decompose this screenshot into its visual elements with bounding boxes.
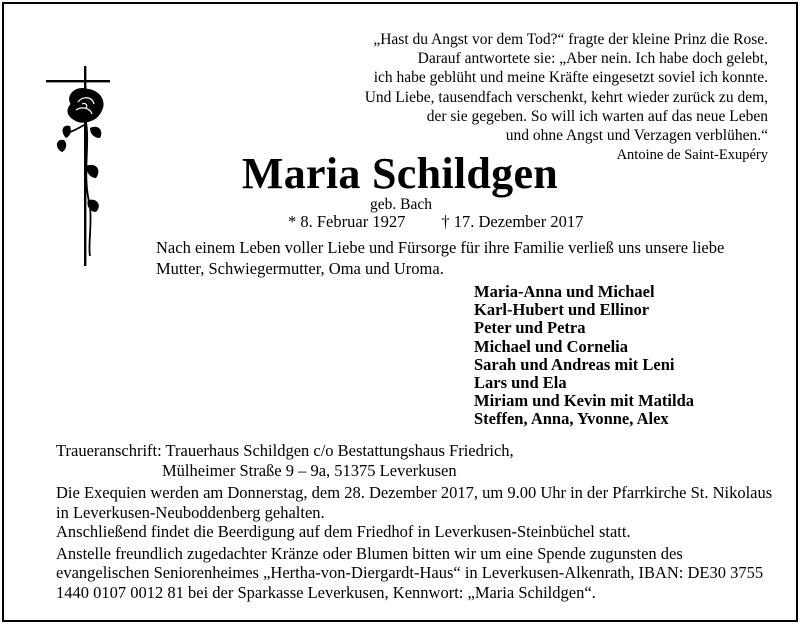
life-dates: [288, 212, 583, 232]
family-list: [474, 283, 694, 429]
birth-date: * 8. Februar 1927: [288, 212, 406, 231]
quote-author: Antoine de Saint-Exupéry: [616, 147, 768, 164]
list-item: Karl-Hubert und Ellinor: [474, 300, 650, 320]
quote-line: und ohne Angst und Verzagen verblühen.“: [505, 127, 768, 145]
address-line: Traueranschrift: Trauerhaus Schildgen c/o Bestattungshaus Friedrich,: [56, 441, 514, 460]
exequien-text: Die Exequien werden am Donnerstag, dem 28. Dezember 2017, um 9.00 Uhr in der Pfarrkirche St. Nikolaus in Leverkusen-Neuboddenberg gehalten.: [56, 483, 773, 522]
death-date: † 17. Dezember 2017: [441, 212, 584, 231]
list-item: Miriam und Kevin mit Matilda: [474, 391, 694, 411]
quote-line: ich habe geblüht und meine Kräfte eingesetzt soviel ich konnte.: [373, 69, 768, 87]
quote-line: der sie gegeben. So will ich warten auf das neue Leben: [426, 107, 768, 125]
address-line: Mülheimer Straße 9 – 9a, 51375 Leverkusen: [162, 460, 457, 480]
maiden-name: geb. Bach: [370, 196, 432, 213]
service-details: [56, 483, 774, 602]
donation-text: Anstelle freundlich zugedachter Kränze oder Blumen bitten wir um eine Spende zugunsten des evangelischen Seniorenheimes „Hertha-von-Diergardt-Haus“ in Leverkusen-Alkenrath, IBAN: DE30 3755 1440 0107 0012 81 bei der Sparkasse Leverkusen, Kennwort: „Maria Schildgen“.: [56, 543, 764, 602]
quote-line: „Hast du Angst vor dem Tod?“ fragte der kleine Prinz die Rose.: [373, 31, 768, 48]
list-item: Michael und Cornelia: [474, 336, 629, 356]
quote-line: Und Liebe, tausendfach verschenkt, kehrt wieder zurück zu dem,: [364, 88, 768, 106]
list-item: Sarah und Andreas mit Leni: [474, 354, 675, 374]
list-item: Steffen, Anna, Yvonne, Alex: [474, 409, 669, 429]
mourning-address: [56, 441, 514, 480]
quote-line: Darauf antwortete sie: „Aber nein. Ich habe doch gelebt,: [417, 50, 768, 68]
intro-text: Nach einem Leben voller Liebe und Fürsorge für ihre Familie verließ uns unsere liebe Mutter, Schwiegermutter, Oma und Uroma.: [156, 238, 725, 278]
quote-block: [248, 30, 768, 165]
list-item: Maria-Anna und Michael: [474, 282, 655, 301]
list-item: Lars und Ela: [474, 373, 567, 393]
deceased-name: Maria Schildgen: [241, 149, 559, 198]
list-item: Peter und Petra: [474, 318, 586, 338]
burial-text: Anschließend findet die Beerdigung auf dem Friedhof in Leverkusen-Steinbüchel statt.: [56, 522, 631, 541]
